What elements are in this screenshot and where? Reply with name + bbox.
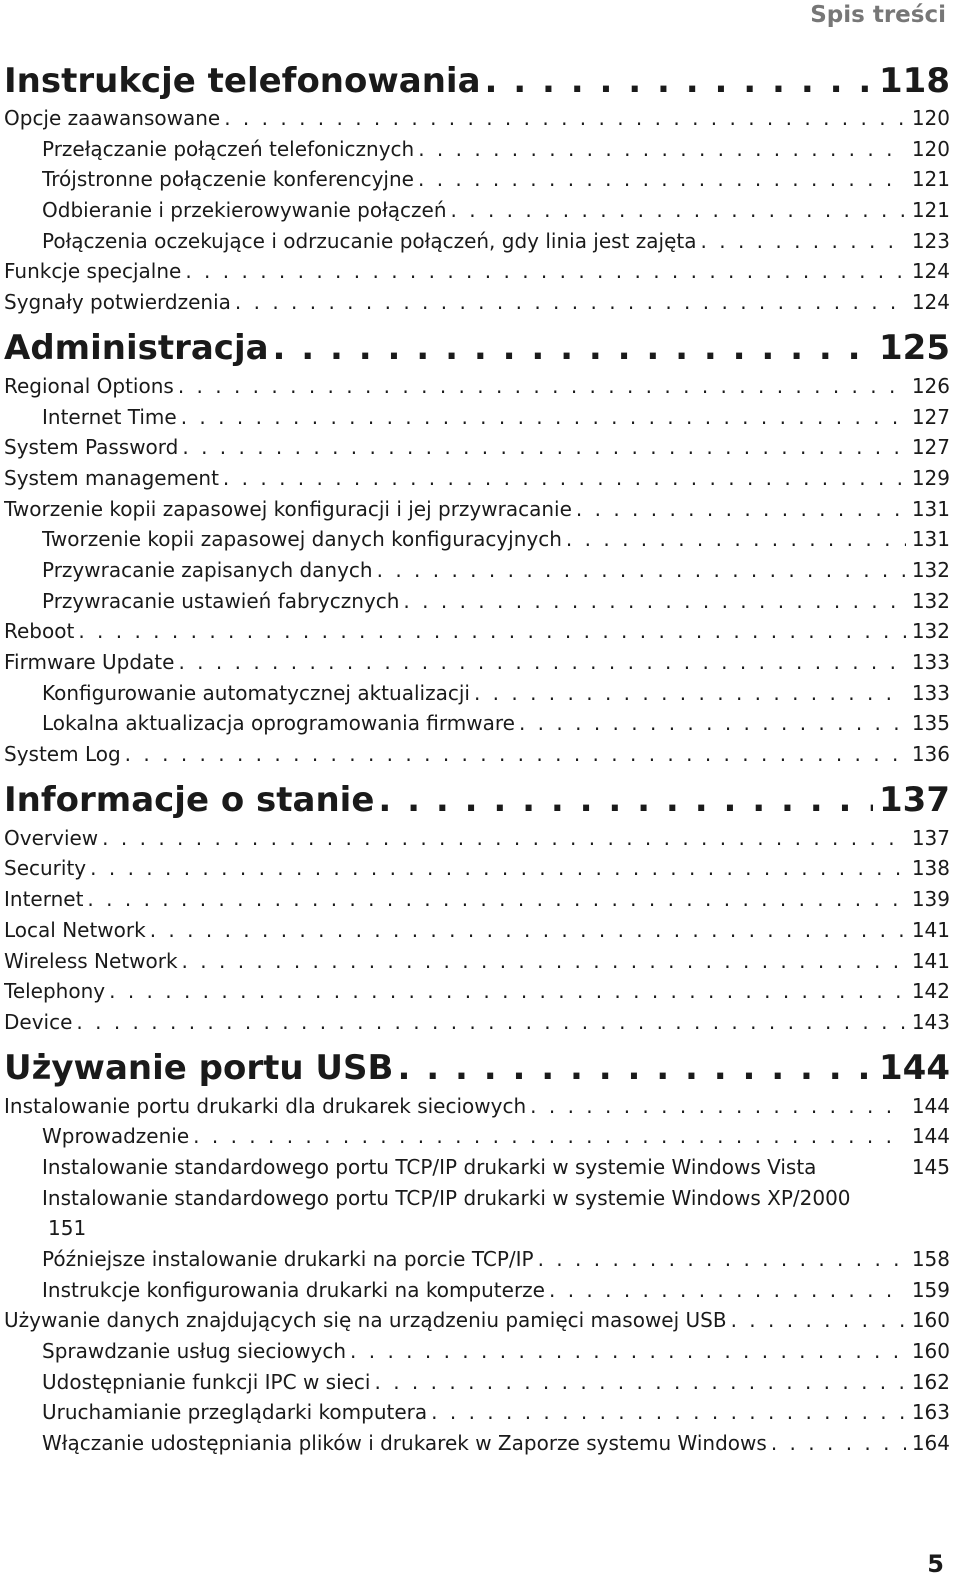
entry-page-number: 131 [911,496,950,521]
dot-leader [78,616,906,647]
entry-title: Instrukcje konfigurowania drukarki na komputerze [42,1277,545,1302]
toc-entry[interactable] [4,371,950,402]
toc-entry[interactable] [4,1183,950,1244]
toc-entry[interactable] [4,976,950,1007]
dot-leader [549,1275,906,1306]
dot-leader [109,976,906,1007]
entry-title: Przywracanie zapisanych danych [42,557,373,582]
toc-section [4,58,950,318]
dot-leader [178,647,905,678]
toc-entry[interactable] [4,103,950,134]
dot-leader [403,586,905,617]
entry-page-number: 137 [911,825,950,850]
entry-page-number: 162 [911,1369,950,1394]
entry-page-number: 144 [911,1124,950,1149]
dot-leader [185,256,905,287]
entry-page-number: 120 [911,136,950,161]
toc-entry[interactable] [4,823,950,854]
entry-title: Trójstronne połączenie konferencyjne [42,167,414,192]
entry-title: Tworzenie kopii zapasowej danych konfiguracyjnych [42,527,562,552]
toc-entry[interactable] [4,1091,950,1122]
toc-entry[interactable] [4,463,950,494]
dot-leader [224,103,906,134]
entry-title: Tworzenie kopii zapasowej konfiguracji i jej przywracanie [4,496,572,521]
dot-leader [418,164,906,195]
entry-title: Udostępnianie funkcji IPC w sieci [42,1369,371,1394]
entry-title: Sygnały potwierdzenia [4,290,231,315]
toc-entry[interactable] [4,1428,950,1459]
entry-page-number: 151 [48,1216,87,1241]
toc-entry[interactable] [4,195,950,226]
entry-title: Telephony [4,979,106,1004]
entry-title: Instalowanie standardowego portu TCP/IP drukarki w systemie Windows Vista [42,1154,817,1179]
entry-page-number: 142 [911,979,950,1004]
toc-entry[interactable] [4,946,950,977]
toc-entry[interactable] [4,1121,950,1152]
dot-leader [350,1336,906,1367]
entry-title: Uruchamianie przeglądarki komputera [42,1400,428,1425]
dot-leader [377,555,906,586]
toc-entry[interactable] [4,1275,950,1306]
entry-page-number: 133 [911,680,950,705]
dot-leader [418,134,906,165]
toc-section [4,778,950,1038]
dot-leader [771,1428,906,1459]
entry-title: Regional Options [4,373,174,398]
entry-page-number: 124 [911,259,950,284]
toc-entry[interactable] [4,402,950,433]
toc-entry[interactable] [4,647,950,678]
toc-entry[interactable] [4,1244,950,1275]
toc-entry[interactable] [4,853,950,884]
dot-leader [538,1244,906,1275]
section-title: Administracja [4,328,269,369]
dot-leader [182,946,906,977]
toc-entry[interactable] [4,708,950,739]
entry-title: Funkcje specjalne [4,259,182,284]
toc-section [4,1046,950,1459]
entry-title: System Log [4,742,121,767]
entry-title: System management [4,465,219,490]
dot-leader [530,1091,906,1122]
entry-title: Konfigurowanie automatycznej aktualizacji [42,680,470,705]
toc-entry[interactable] [4,287,950,318]
entry-page-number: 127 [911,435,950,460]
entry-title: Włączanie udostępniania plików i drukarek w Zaporze systemu Windows [42,1431,767,1456]
toc-entry[interactable] [4,432,950,463]
entry-page-number: 121 [911,198,950,223]
entry-title: Przywracanie ustawień fabrycznych [42,588,400,613]
dot-leader [125,739,906,770]
dot-leader [519,708,906,739]
dot-leader [90,853,906,884]
entry-title: Sprawdzanie usług sieciowych [42,1339,347,1364]
entry-title: Używanie danych znajdujących się na urządzeniu pamięci masowej USB [4,1308,727,1333]
running-header: Spis treści [810,2,946,28]
dot-leader [193,1121,906,1152]
dot-leader [76,1007,905,1038]
entry-title: Firmware Update [4,650,175,674]
toc-entry[interactable] [4,915,950,946]
toc-entry[interactable] [4,134,950,165]
section-title: Informacje o stanie [4,780,375,821]
dot-leader [731,1305,906,1336]
entry-title: Device [4,1009,73,1034]
toc-entry[interactable] [4,739,950,770]
dot-leader [235,287,906,318]
toc-entry[interactable] [4,256,950,287]
entry-page-number: 143 [911,1009,950,1034]
entry-page-number: 138 [911,856,950,881]
entry-page-number: 139 [911,887,950,912]
entry-page-number: 124 [911,290,950,315]
toc-entry[interactable] [4,1336,950,1367]
entry-page-number: 144 [911,1093,950,1118]
dot-leader [273,328,873,368]
entry-title: Odbieranie i przekierowywanie połączeń [42,198,447,223]
toc-section [4,326,950,770]
entry-page-number: 129 [911,465,950,490]
entry-page-number: 133 [911,650,950,674]
entry-title: Lokalna aktualizacja oprogramowania firmware [42,711,515,736]
toc-entry[interactable] [4,1007,950,1038]
entry-page-number: 158 [911,1247,950,1272]
section-title: Używanie portu USB [4,1048,394,1089]
entry-page-number: 132 [911,557,950,582]
dot-leader [701,226,906,257]
entry-page-number: 141 [911,917,950,942]
entry-page-number: 126 [911,373,950,398]
entry-title: Internet [4,887,84,912]
dot-leader [474,678,906,709]
entry-title: System Password [4,435,179,460]
dot-leader [178,371,906,402]
entry-page-number: 120 [911,106,950,130]
section-page-number: 144 [879,1048,950,1089]
dot-leader [87,884,905,915]
entry-page-number: 163 [911,1400,950,1425]
toc-entry[interactable] [4,884,950,915]
entry-page-number: 145 [911,1154,950,1179]
toc-entry[interactable] [4,1305,950,1336]
entry-title: Instalowanie standardowego portu TCP/IP drukarki w systemie Windows XP/2000 [42,1185,851,1210]
toc-entry[interactable] [4,678,950,709]
page-number: 5 [927,1550,944,1578]
dot-leader [566,524,906,555]
toc-entry[interactable] [4,524,950,555]
dot-leader [150,915,906,946]
section-page-number: 125 [879,328,950,369]
section-heading[interactable] [4,326,950,371]
section-page-number: 118 [879,60,950,101]
dot-leader [576,494,906,525]
dot-leader [102,823,906,854]
entry-title: Wprowadzenie [42,1124,190,1149]
entry-title: Połączenia oczekujące i odrzucanie połączeń, gdy linia jest zajęta [42,228,697,253]
section-page-number: 137 [879,780,950,821]
entry-page-number: 136 [911,742,950,767]
entry-page-number: 159 [911,1277,950,1302]
dot-leader [375,1367,906,1398]
dot-leader [397,1048,873,1088]
entry-page-number: 121 [911,167,950,192]
entry-page-number: 160 [911,1308,950,1333]
entry-page-number: 135 [911,711,950,736]
entry-page-number: 132 [911,619,950,644]
section-heading[interactable] [4,58,950,103]
dot-leader [378,780,873,820]
toc-entry[interactable] [4,494,950,525]
entry-title: Opcje zaawansowane [4,106,221,130]
section-heading[interactable] [4,1046,950,1091]
entry-page-number: 164 [911,1431,950,1456]
section-title: Instrukcje telefonowania [4,60,481,101]
entry-title: Overview [4,825,99,850]
entry-title: Późniejsze instalowanie drukarki na porcie TCP/IP [42,1247,534,1272]
toc-entry[interactable] [4,616,950,647]
toc-entry[interactable] [4,555,950,586]
toc-entry[interactable] [4,586,950,617]
entry-page-number: 160 [911,1339,950,1364]
entry-page-number: 141 [911,948,950,973]
table-of-contents [4,58,950,1467]
entry-title: Przełączanie połączeń telefonicznych [42,136,415,161]
entry-title: Instalowanie portu drukarki dla drukarek sieciowych [4,1093,527,1118]
toc-entry[interactable] [4,226,950,257]
entry-title: Internet Time [42,404,177,429]
entry-page-number: 127 [911,404,950,429]
entry-title: Local Network [4,917,146,942]
dot-leader [181,402,906,433]
dot-leader [451,195,906,226]
dot-leader [223,463,906,494]
entry-title: Security [4,856,87,881]
toc-entry[interactable] [4,1152,950,1183]
entry-title: Reboot [4,619,75,644]
entry-page-number: 132 [911,588,950,613]
dot-leader [182,432,905,463]
dot-leader [431,1397,906,1428]
section-heading[interactable] [4,778,950,823]
entry-page-number: 123 [911,228,950,253]
toc-entry[interactable] [4,1367,950,1398]
entry-page-number: 131 [911,527,950,552]
toc-entry[interactable] [4,1397,950,1428]
toc-entry[interactable] [4,164,950,195]
entry-title: Wireless Network [4,948,178,973]
dot-leader [485,61,873,101]
